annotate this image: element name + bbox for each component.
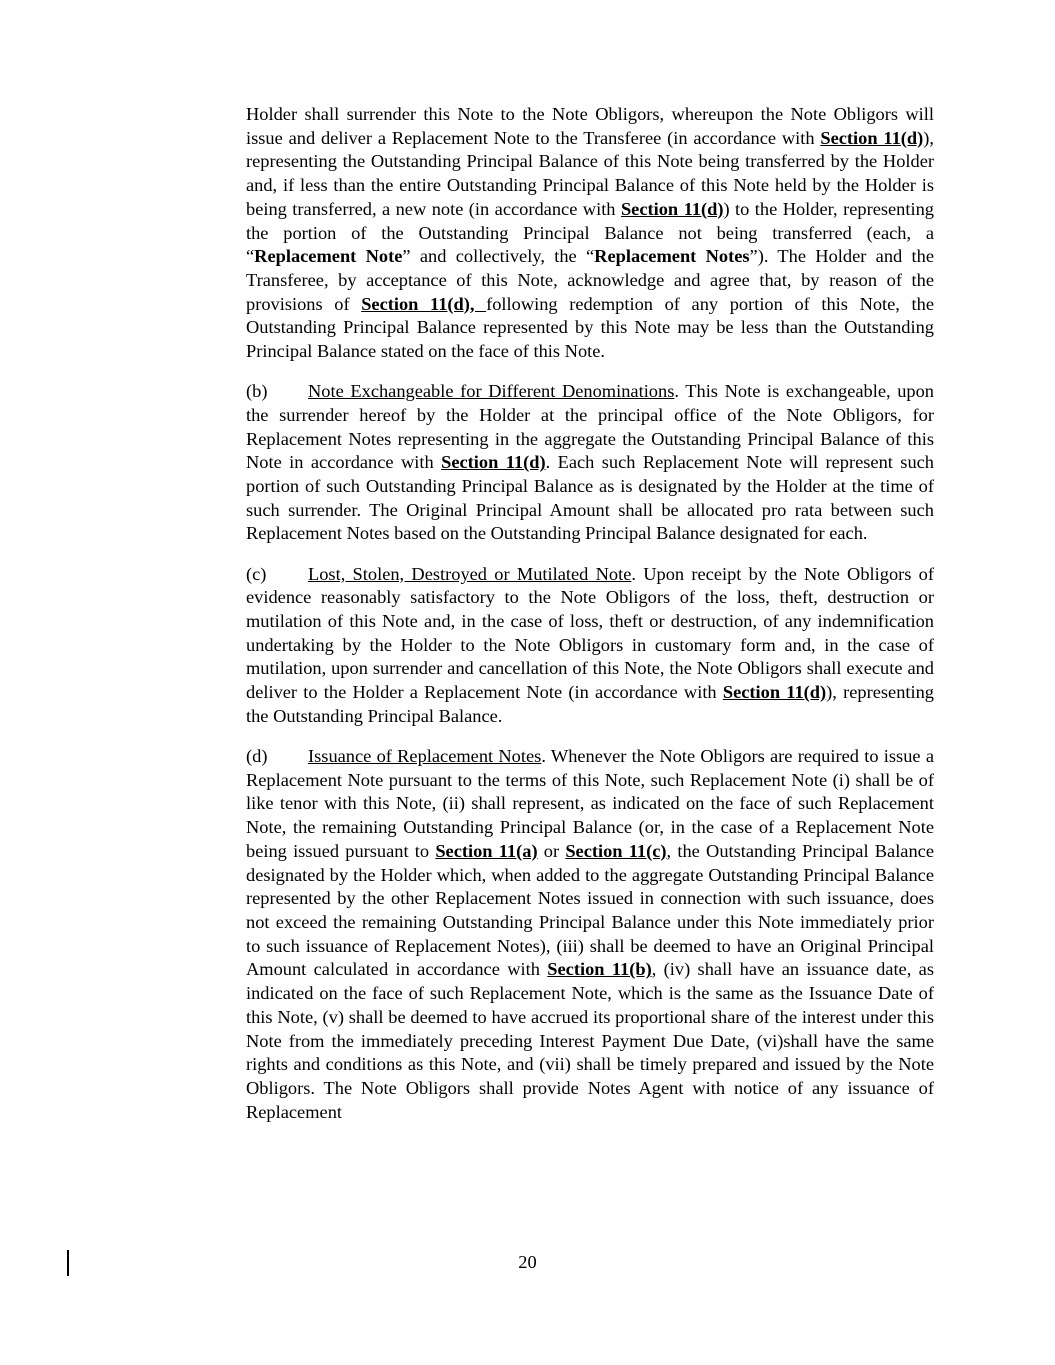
paragraph-c	[246, 563, 934, 729]
paragraph-label: (b)	[246, 381, 268, 402]
text: ”). The Holder and the Transferee, by acceptance of this Note, acknowledge and agree that, by reason of the provisions of	[246, 246, 935, 314]
text: ) to the Holder, representing the portion of the Outstanding Principal Balance not being transferred (each, a “	[246, 198, 934, 267]
text: . Upon receipt by the Note Obligors of evidence reasonably satisfactory to the Note Obligors of the loss, theft, destruction or mutilation of this Note and, in the case of loss, theft or destruction, of any indemnification undertaking by the Holder to the Note Obligors in customary form and, in the case of mutilation, upon surrender and cancellation of this Note, the Note Obligors shall execute and deliver to the Holder a Replacement Note (in accordance with	[246, 563, 935, 703]
text: . Each such Replacement Note will represent such portion of such Outstanding Principal Balance as is designated by the Holder at the time of such surrender. The Original Principal Amount shall be allocated pro rata between such Replacement Notes based on the Outstanding Principal Balance designated for each.	[246, 452, 934, 544]
text: or	[537, 840, 566, 861]
defined-term: Replacement Notes	[594, 246, 750, 267]
section-reference: Section 11(d),	[361, 293, 487, 314]
text: , (iv) shall have an issuance date, as indicated on the face of such Replacement Note, which is the same as the Issuance Date of this Note, (v) shall be deemed to have accrued its proportional share of the interest under this Note from the immediately preceding Interest Payment Due Date, (vi)shall have the same rights and conditions as this Note, and (vii) shall be timely prepared and issued by the Note Obligors. The Note Obligors shall provide Notes Agent with notice of any issuance of Replacement	[246, 959, 934, 1122]
text: . Whenever the Note Obligors are required to issue a Replacement Note pursuant to the terms of this Note, such Replacement Note (i) shall be of like tenor with this Note, (ii) shall represent, as indicated on the face of such Replacement Note, the remaining Outstanding Principal Balance (or, in the case of a Replacement Note being issued pursuant to	[246, 746, 934, 861]
paragraph-a-continuation	[246, 103, 934, 364]
section-reference: Section 11(a)	[435, 840, 538, 861]
text: ), representing the Outstanding Principal Balance of this Note being transferred by the Holder and, if less than the entire Outstanding Principal Balance of this Note held by the Holder is being transferred, a new note (in accordance with	[246, 127, 934, 219]
section-reference: Section 11(d)	[820, 127, 924, 148]
section-reference: Section 11(d)	[620, 198, 724, 219]
text: , the Outstanding Principal Balance designated by the Holder which, when added to the aggregate Outstanding Principal Balance represented by the other Replacement Notes issued in connection with such issuance, does not exceed the remaining Outstanding Principal Balance under this Note immediately prior to such issuance of Replacement Notes), (iii) shall be deemed to have an Original Principal Amount calculated in accordance with	[246, 840, 934, 980]
text: following redemption of any portion of this Note, the Outstanding Principal Balance represented by this Note may be less than the Outstanding Principal Balance stated on the face of this Note.	[246, 293, 934, 362]
paragraph-heading: Issuance of Replacement Notes	[308, 746, 542, 767]
paragraph-b	[246, 380, 934, 546]
paragraph-label: (c)	[246, 563, 267, 584]
text: ” and collectively, the “	[402, 246, 595, 267]
paragraph-heading: Lost, Stolen, Destroyed or Mutilated Note	[308, 563, 632, 584]
text: Holder shall surrender this Note to the Note Obligors, whereupon the Note Obligors will issue and deliver a Replacement Note to the Transferee (in accordance with	[246, 104, 934, 148]
paragraph-label: (d)	[246, 746, 268, 767]
section-reference: Section 11(d)	[722, 682, 827, 703]
paragraph-heading: Note Exchangeable for Different Denominations	[308, 381, 675, 402]
text: ), representing the Outstanding Principal Balance.	[246, 682, 934, 726]
section-reference: Section 11(c)	[565, 840, 667, 861]
text: . This Note is exchangeable, upon the surrender hereof by the Holder at the principal office of the Note Obligors, for Replacement Notes representing in the aggregate the Outstanding Principal Balance of this Note in accordance with	[246, 381, 935, 473]
section-reference: Section 11(d)	[441, 452, 546, 473]
document-body	[246, 103, 934, 1141]
defined-term: Replacement Note	[254, 246, 403, 267]
paragraph-d	[246, 745, 934, 1124]
page-number: 20	[518, 1252, 537, 1272]
section-reference: Section 11(b)	[547, 959, 652, 980]
